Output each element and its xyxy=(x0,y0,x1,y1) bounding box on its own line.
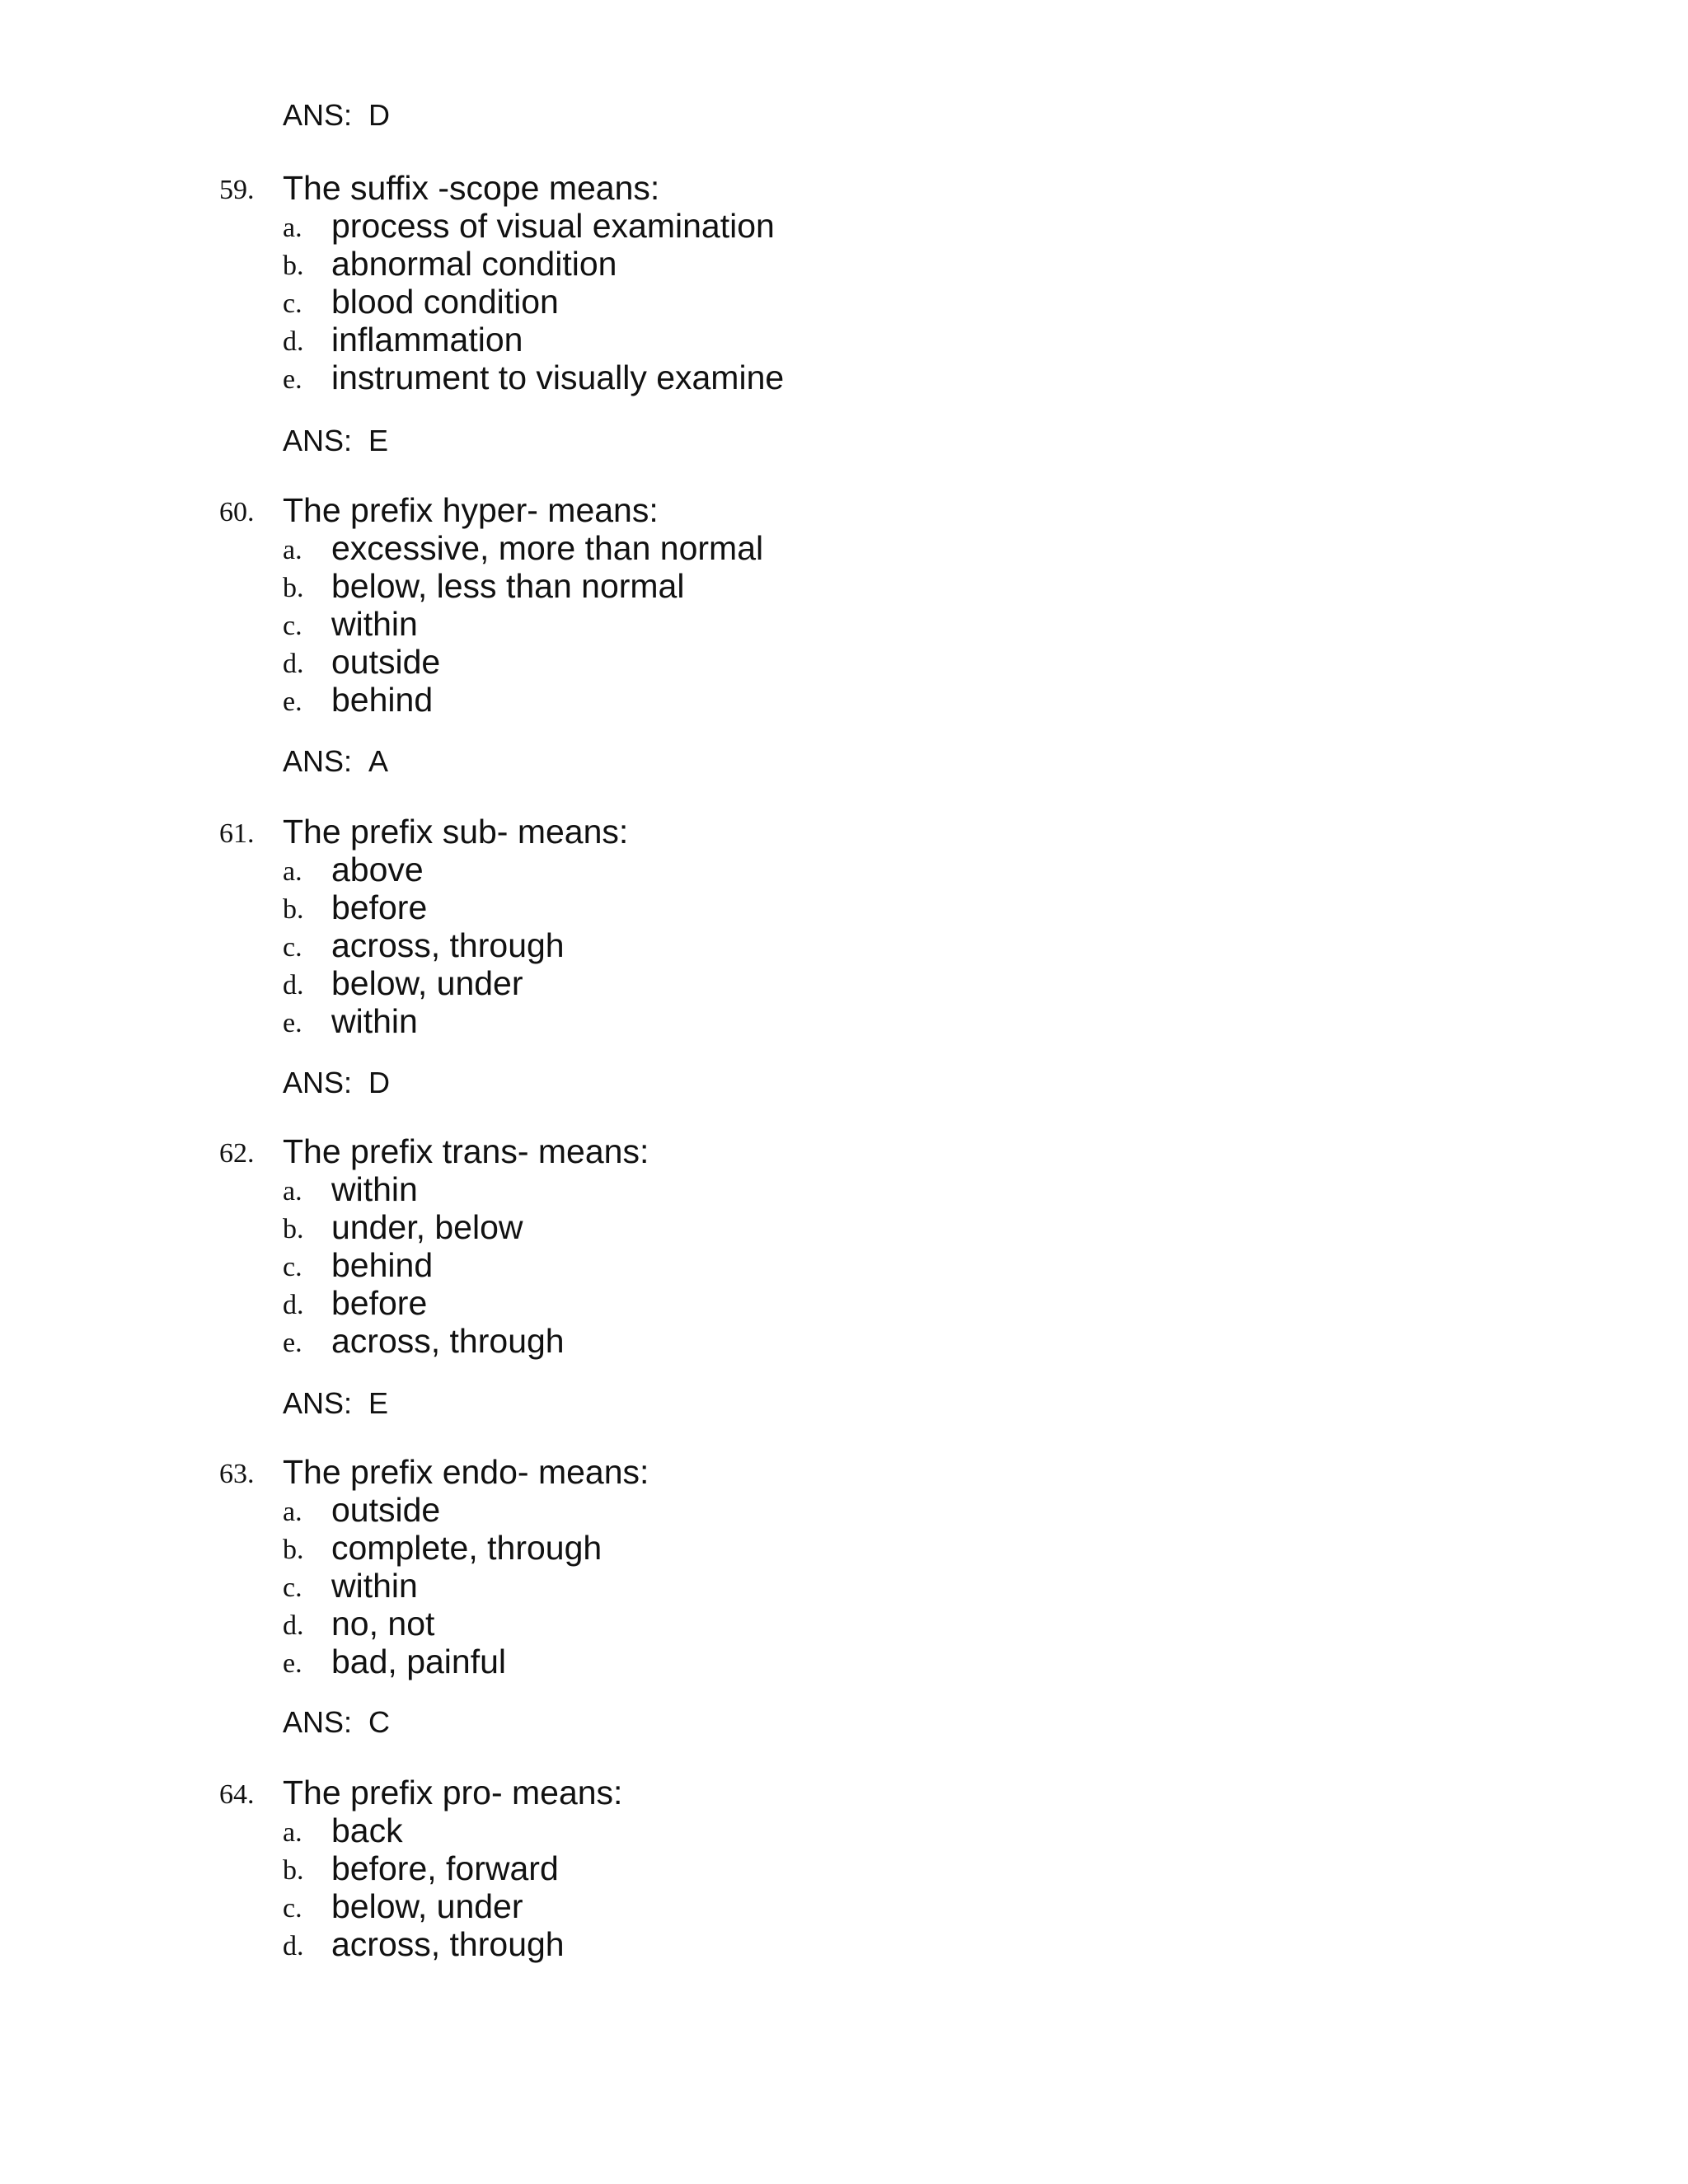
question-row xyxy=(0,1132,1688,1170)
answer-value: D xyxy=(368,1066,390,1099)
option-row xyxy=(0,1811,1688,1849)
option-row xyxy=(0,643,1688,681)
question-row xyxy=(0,1774,1688,1811)
option-letter: c. xyxy=(283,1572,302,1603)
option-row xyxy=(0,1284,1688,1322)
option-text: complete, through xyxy=(331,1529,603,1567)
option-letter: d. xyxy=(283,1290,304,1320)
answer-value: E xyxy=(368,424,389,457)
option-text: below, under xyxy=(331,1887,523,1925)
question-row xyxy=(0,169,1688,207)
option-text: within xyxy=(331,1002,418,1040)
option-row xyxy=(0,605,1688,643)
question-block xyxy=(0,1132,1688,1360)
question-text: The prefix sub- means: xyxy=(283,813,629,851)
option-row xyxy=(0,283,1688,321)
question-block xyxy=(0,169,1688,396)
question-text: The prefix hyper- means: xyxy=(283,491,659,529)
option-letter: c. xyxy=(283,288,302,319)
question-number: 64. xyxy=(219,1779,255,1810)
option-text: below, less than normal xyxy=(331,567,685,605)
option-letter: a. xyxy=(283,856,302,887)
answer-label: ANS: xyxy=(283,1066,353,1099)
option-text: process of visual examination xyxy=(331,207,775,245)
option-row xyxy=(0,1002,1688,1040)
option-letter: a. xyxy=(283,213,302,243)
question-row xyxy=(0,491,1688,529)
option-letter: e. xyxy=(283,1008,302,1038)
option-row xyxy=(0,1849,1688,1887)
option-row xyxy=(0,851,1688,888)
option-letter: a. xyxy=(283,1817,302,1848)
option-letter: b. xyxy=(283,1855,304,1886)
option-text: inflammation xyxy=(331,321,523,359)
option-text: before xyxy=(331,888,428,926)
option-letter: e. xyxy=(283,1648,302,1679)
option-letter: b. xyxy=(283,1214,304,1244)
option-letter: d. xyxy=(283,1610,304,1641)
option-text: behind xyxy=(331,1246,434,1284)
option-letter: c. xyxy=(283,1893,302,1924)
option-letter: a. xyxy=(283,1497,302,1527)
option-letter: b. xyxy=(283,573,304,603)
option-text: instrument to visually examine xyxy=(331,359,785,396)
question-block xyxy=(0,1774,1688,1963)
option-row xyxy=(0,1887,1688,1925)
question-block xyxy=(0,813,1688,1040)
option-text: before xyxy=(331,1284,428,1322)
answer-line xyxy=(283,745,388,778)
answer-line xyxy=(283,1066,390,1099)
option-row xyxy=(0,359,1688,396)
option-row xyxy=(0,529,1688,567)
option-letter: d. xyxy=(283,970,304,1001)
answer-line xyxy=(283,424,388,457)
option-letter: b. xyxy=(283,894,304,925)
option-row xyxy=(0,1246,1688,1284)
option-text: across, through xyxy=(331,1925,565,1963)
option-row xyxy=(0,888,1688,926)
option-text: across, through xyxy=(331,1322,565,1360)
answer-line xyxy=(283,1387,388,1420)
option-row xyxy=(0,1491,1688,1529)
option-row xyxy=(0,1643,1688,1680)
option-letter: a. xyxy=(283,1176,302,1207)
question-block xyxy=(0,1453,1688,1680)
option-letter: e. xyxy=(283,687,302,717)
option-row xyxy=(0,681,1688,719)
option-letter: c. xyxy=(283,1252,302,1282)
option-letter: c. xyxy=(283,611,302,641)
option-text: back xyxy=(331,1811,403,1849)
option-text: below, under xyxy=(331,964,523,1002)
question-text: The prefix endo- means: xyxy=(283,1453,649,1491)
option-text: abnormal condition xyxy=(331,245,617,283)
answer-value: E xyxy=(368,1386,389,1420)
option-row xyxy=(0,321,1688,359)
option-text: across, through xyxy=(331,926,565,964)
option-row xyxy=(0,245,1688,283)
question-block xyxy=(0,491,1688,719)
answer-label: ANS: xyxy=(283,98,353,132)
question-row xyxy=(0,1453,1688,1491)
option-text: within xyxy=(331,1567,418,1605)
option-text: excessive, more than normal xyxy=(331,529,764,567)
option-row xyxy=(0,207,1688,245)
question-row xyxy=(0,813,1688,851)
option-text: above xyxy=(331,851,424,888)
question-text: The prefix pro- means: xyxy=(283,1774,623,1811)
option-text: no, not xyxy=(331,1605,435,1643)
answer-value: A xyxy=(368,744,389,778)
option-text: bad, painful xyxy=(331,1643,507,1680)
answer-value: C xyxy=(368,1705,390,1739)
option-letter: b. xyxy=(283,251,304,281)
option-letter: b. xyxy=(283,1535,304,1565)
option-letter: d. xyxy=(283,649,304,679)
option-letter: e. xyxy=(283,1328,302,1358)
question-number: 59. xyxy=(219,175,255,205)
option-letter: d. xyxy=(283,326,304,357)
question-number: 62. xyxy=(219,1138,255,1169)
option-row xyxy=(0,1925,1688,1963)
question-text: The suffix -scope means: xyxy=(283,169,660,207)
answer-line xyxy=(283,99,390,132)
option-row xyxy=(0,1529,1688,1567)
option-row xyxy=(0,964,1688,1002)
answer-label: ANS: xyxy=(283,424,353,457)
question-number: 60. xyxy=(219,497,255,527)
option-text: behind xyxy=(331,681,434,719)
question-number: 61. xyxy=(219,818,255,849)
option-text: within xyxy=(331,1170,418,1208)
option-row xyxy=(0,1170,1688,1208)
option-text: under, below xyxy=(331,1208,523,1246)
option-text: outside xyxy=(331,643,441,681)
option-letter: a. xyxy=(283,535,302,565)
answer-value: D xyxy=(368,98,390,132)
option-text: within xyxy=(331,605,418,643)
option-row xyxy=(0,1322,1688,1360)
answer-label: ANS: xyxy=(283,744,353,778)
option-row xyxy=(0,1605,1688,1643)
option-row xyxy=(0,567,1688,605)
option-row xyxy=(0,1567,1688,1605)
option-text: outside xyxy=(331,1491,441,1529)
answer-label: ANS: xyxy=(283,1705,353,1739)
answer-line xyxy=(283,1706,390,1739)
question-text: The prefix trans- means: xyxy=(283,1132,649,1170)
option-letter: d. xyxy=(283,1931,304,1961)
option-text: before, forward xyxy=(331,1849,559,1887)
option-letter: c. xyxy=(283,932,302,963)
option-text: blood condition xyxy=(331,283,559,321)
option-row xyxy=(0,1208,1688,1246)
option-row xyxy=(0,926,1688,964)
question-number: 63. xyxy=(219,1459,255,1489)
option-letter: e. xyxy=(283,364,302,395)
answer-label: ANS: xyxy=(283,1386,353,1420)
